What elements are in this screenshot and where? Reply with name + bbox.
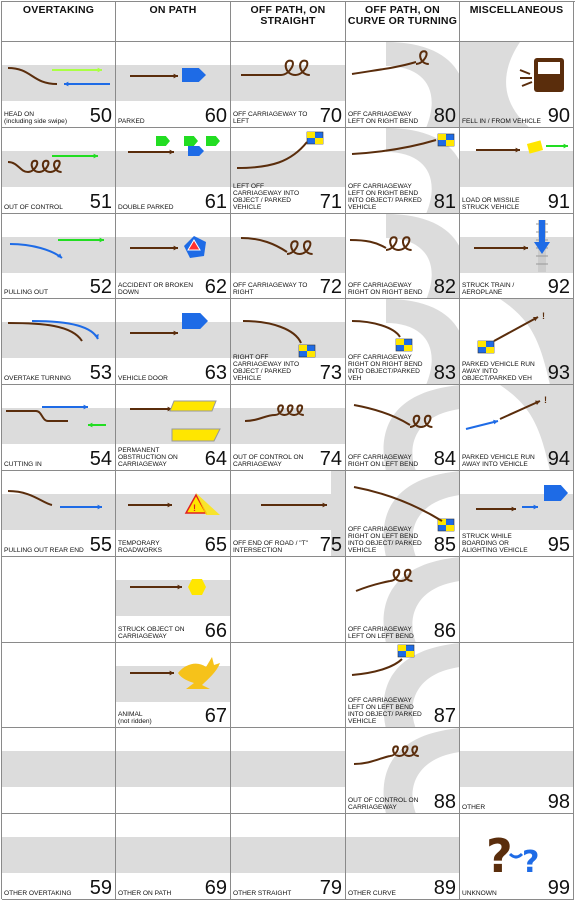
rum-code-cell-93 [460,299,574,385]
rum-code-number: 90 [547,104,570,127]
rum-code-cell-66 [116,557,231,643]
cell-label [118,626,198,640]
rum-code-cell-83 [346,299,460,385]
svg-text:!: ! [193,502,196,513]
rum-code-number: 50 [89,104,112,127]
rum-code-number: 81 [433,190,456,213]
cell-label [118,447,198,468]
rum-code-number: 70 [319,104,342,127]
rum-code-cell-54 [2,385,116,471]
rum-code-cell-52 [2,214,116,300]
cell-label [4,547,84,554]
cell-label-text: OFF END OF ROAD / "T" INTERSECTION [233,539,309,554]
rum-code-number: 99 [547,876,570,899]
rum-code-number: 55 [89,533,112,556]
cell-label [118,890,198,897]
rum-code-cell-62 [116,214,231,300]
cell-label-text: OFF CARRIAGEWAY LEFT ON LEFT BEND INTO OBJECT/ PARKED VEHICLE [348,697,422,726]
rum-code-cell-71 [231,128,346,214]
cell-label [348,354,428,382]
cell-label-text: PARKED VEHICLE RUN AWAY INTO VEHICLE [462,453,535,468]
cell-label-text: OVERTAKE TURNING [4,375,72,383]
cell-label [118,375,198,382]
cell-label-text: OFF CARRIAGEWAY TO RIGHT [233,282,308,297]
rum-code-cell-51 [2,128,116,214]
cell-label [348,282,428,296]
rum-code-cell-59 [2,814,116,900]
rum-code-cell-98 [460,728,574,814]
cell-label [462,804,542,811]
cell-label-text: LEFT OFF CARRIAGEWAY INTO OBJECT / PARKED VEHICLE [233,182,300,211]
cell-label-text: OUT OF CONTROL ON CARRIAGEWAY [348,797,419,812]
rum-code-number: 83 [433,362,456,385]
rum-code-number: 82 [433,276,456,299]
cell-label-text: OFF CARRIAGEWAY RIGHT ON LEFT BEND [348,453,419,468]
rum-code-number: 74 [319,447,342,470]
cell-label-text: ACCIDENT OR BROKEN DOWN [118,282,193,297]
svg-text:?: ? [486,829,513,884]
rum-code-number: 63 [204,362,227,385]
rum-code-cell-73 [231,299,346,385]
cell-label-text: OFF CARRIAGEWAY LEFT ON RIGHT BEND [348,110,419,125]
rum-code-number: 51 [89,190,112,213]
cell-label-text: STRUCK OBJECT ON CARRIAGEWAY [118,625,185,640]
cell-label [462,361,542,382]
rum-code-number: 73 [319,362,342,385]
empty-cell [231,643,346,729]
rum-code-number: 71 [319,190,342,213]
rum-code-cell-55 [2,471,116,557]
cell-label-text: PULLING OUT [4,289,48,297]
rum-code-number: 98 [547,791,570,814]
rum-code-number: 92 [547,276,570,299]
rum-code-cell-53 [2,299,116,385]
cell-label [462,533,542,554]
cell-label-text: OFF CARRIAGEWAY LEFT ON LEFT BEND [348,625,414,640]
empty-cell [460,557,574,643]
rum-code-number: 88 [433,791,456,814]
cell-label [118,204,198,211]
cell-label-text: STRUCK TRAIN / AEROPLANE [462,282,515,297]
cell-label-text: OFF CARRIAGEWAY TO LEFT [233,110,308,125]
cell-label-text: OFF CARRIAGEWAY RIGHT ON LEFT BEND INTO OBJECT/ PARKED VEHICLE [348,525,422,554]
rum-code-cell-91 [460,128,574,214]
cell-label-text: UNKNOWN [462,889,497,897]
cell-label [462,890,542,897]
rum-code-cell-70 [231,42,346,128]
rum-code-number: 80 [433,104,456,127]
cell-label [462,282,542,296]
rum-code-number: 86 [433,619,456,642]
cell-label [348,797,428,811]
cell-label-text: FELL IN / FROM VEHICLE [462,117,541,125]
cell-label [233,111,313,125]
rum-code-number: 59 [89,876,112,899]
cell-label-text: PARKED VEHICLE RUN AWAY INTO OBJECT/PARKED VEH [462,361,535,383]
rum-code-number: 79 [319,876,342,899]
rum-code-number: 84 [433,447,456,470]
cell-label-text: TEMPORARY ROADWORKS [118,539,162,554]
rum-code-number: 53 [89,362,112,385]
cell-label-text: CUTTING IN [4,460,42,468]
rum-code-number: 93 [547,362,570,385]
rum-code-number: 75 [319,533,342,556]
cell-label-text: OUT OF CONTROL ON CARRIAGEWAY [233,453,304,468]
rum-code-cell-89 [346,814,460,900]
empty-cell [460,643,574,729]
cell-label-text: OFF CARRIAGEWAY LEFT ON RIGHT BEND INTO OBJECT/ PARKED VEHICLE [348,182,422,211]
cell-label [233,454,313,468]
cell-label [4,111,84,125]
rum-code-number: 66 [204,619,227,642]
rum-code-cell-87 [346,643,460,729]
cell-label [348,697,428,725]
cell-label-text: RIGHT OFF CARRIAGEWAY INTO OBJECT / PARKED VEHICLE [233,354,300,383]
cell-label [233,282,313,296]
cell-label [462,118,542,125]
column-header: ON PATH [116,2,231,42]
cell-label-text: OFF CARRIAGEWAY RIGHT ON RIGHT BEND INTO OBJECT/PARKED VEH [348,354,423,383]
cell-label-text: OFF CARRIAGEWAY RIGHT ON RIGHT BEND [348,282,423,297]
rum-code-cell-63 [116,299,231,385]
cell-label-text: OTHER ON PATH [118,889,172,897]
rum-code-number: 54 [89,447,112,470]
cell-label-text: PULLING OUT REAR END [4,546,84,554]
cell-label [4,375,84,382]
column-header: OVERTAKING [2,2,116,42]
rum-code-cell-85 [346,471,460,557]
rum-code-cell-79 [231,814,346,900]
rum-code-number: 94 [547,447,570,470]
rum-code-number: 95 [547,533,570,556]
cell-label [233,183,313,211]
rum-code-cell-75 [231,471,346,557]
cell-label [462,454,542,468]
empty-cell [2,728,116,814]
rum-code-cell-82 [346,214,460,300]
rum-code-number: 91 [547,190,570,213]
rum-code-number: 65 [204,533,227,556]
cell-label [118,540,198,554]
column-header: MISCELLANEOUS [460,2,574,42]
rum-code-cell-99 [460,814,574,900]
empty-cell [2,557,116,643]
rum-code-grid [1,1,575,899]
cell-label-text: VEHICLE DOOR [118,375,168,383]
rum-code-cell-86 [346,557,460,643]
rum-code-cell-69 [116,814,231,900]
rum-code-number: 89 [433,876,456,899]
cell-label-text: STRUCK WHILE BOARDING OR ALIGHTING VEHICLE [462,532,528,554]
cell-label [348,626,428,640]
rum-code-cell-60 [116,42,231,128]
empty-cell [116,728,231,814]
rum-code-cell-50 [2,42,116,128]
rum-code-cell-61 [116,128,231,214]
column-header: OFF PATH, ON CURVE OR TURNING [346,2,460,42]
cell-label-text: OTHER STRAIGHT [233,889,292,897]
svg-text:!: ! [542,311,545,322]
rum-code-number: 87 [433,705,456,728]
rum-code-cell-84 [346,385,460,471]
cell-label [118,118,198,125]
cell-label-text: DOUBLE PARKED [118,203,174,211]
cell-label [348,183,428,211]
cell-label [4,289,84,296]
rum-code-cell-88 [346,728,460,814]
cell-label-text: OTHER OVERTAKING [4,889,72,897]
rum-code-number: 72 [319,276,342,299]
cell-label-text: PERMANENT OBSTRUCTION ON CARRIAGEWAY [118,446,178,468]
cell-label [348,890,428,897]
rum-code-number: 60 [204,104,227,127]
cell-label [233,890,313,897]
rum-code-number: 52 [89,276,112,299]
cell-label [118,282,198,296]
cell-label-text: OUT OF CONTROL [4,203,63,211]
empty-cell [231,728,346,814]
road-band [2,751,115,787]
road-band [231,751,345,787]
road-band [116,751,230,787]
cell-label [462,197,542,211]
rum-code-cell-90 [460,42,574,128]
cell-label [348,454,428,468]
rum-code-cell-64 [116,385,231,471]
cell-label-text: PARKED [118,117,145,125]
empty-cell [2,643,116,729]
cell-label-text: HEAD ON [4,110,35,118]
cell-label [118,711,198,725]
rum-code-number: 64 [204,447,227,470]
rum-code-cell-74 [231,385,346,471]
svg-text:?: ? [522,845,540,881]
rum-code-cell-92 [460,214,574,300]
rum-code-cell-94 [460,385,574,471]
column-header: OFF PATH, ON STRAIGHT [231,2,346,42]
cell-label [233,354,313,382]
rum-code-cell-67 [116,643,231,729]
cell-label-text: OTHER [462,804,486,812]
cell-label [4,204,84,211]
cell-label-text: ANIMAL [118,711,143,719]
cell-label-sub: (including side swipe) [4,117,68,125]
rum-code-cell-81 [346,128,460,214]
cell-label [348,526,428,554]
rum-code-number: 67 [204,705,227,728]
cell-label [4,890,84,897]
rum-code-cell-80 [346,42,460,128]
cell-label-text: OTHER CURVE [348,889,396,897]
empty-cell [231,557,346,643]
rum-code-number: 61 [204,190,227,213]
rum-code-number: 85 [433,533,456,556]
rum-code-cell-65 [116,471,231,557]
rum-code-cell-95 [460,471,574,557]
cell-label [233,540,313,554]
rum-code-number: 69 [204,876,227,899]
cell-label [4,461,84,468]
cell-label-text: LOAD OR MISSILE STRUCK VEHICLE [462,196,520,211]
cell-label [348,111,428,125]
cell-label-sub: (not ridden) [118,718,152,726]
rum-code-cell-72 [231,214,346,300]
rum-code-number: 62 [204,276,227,299]
svg-text:!: ! [544,395,547,406]
